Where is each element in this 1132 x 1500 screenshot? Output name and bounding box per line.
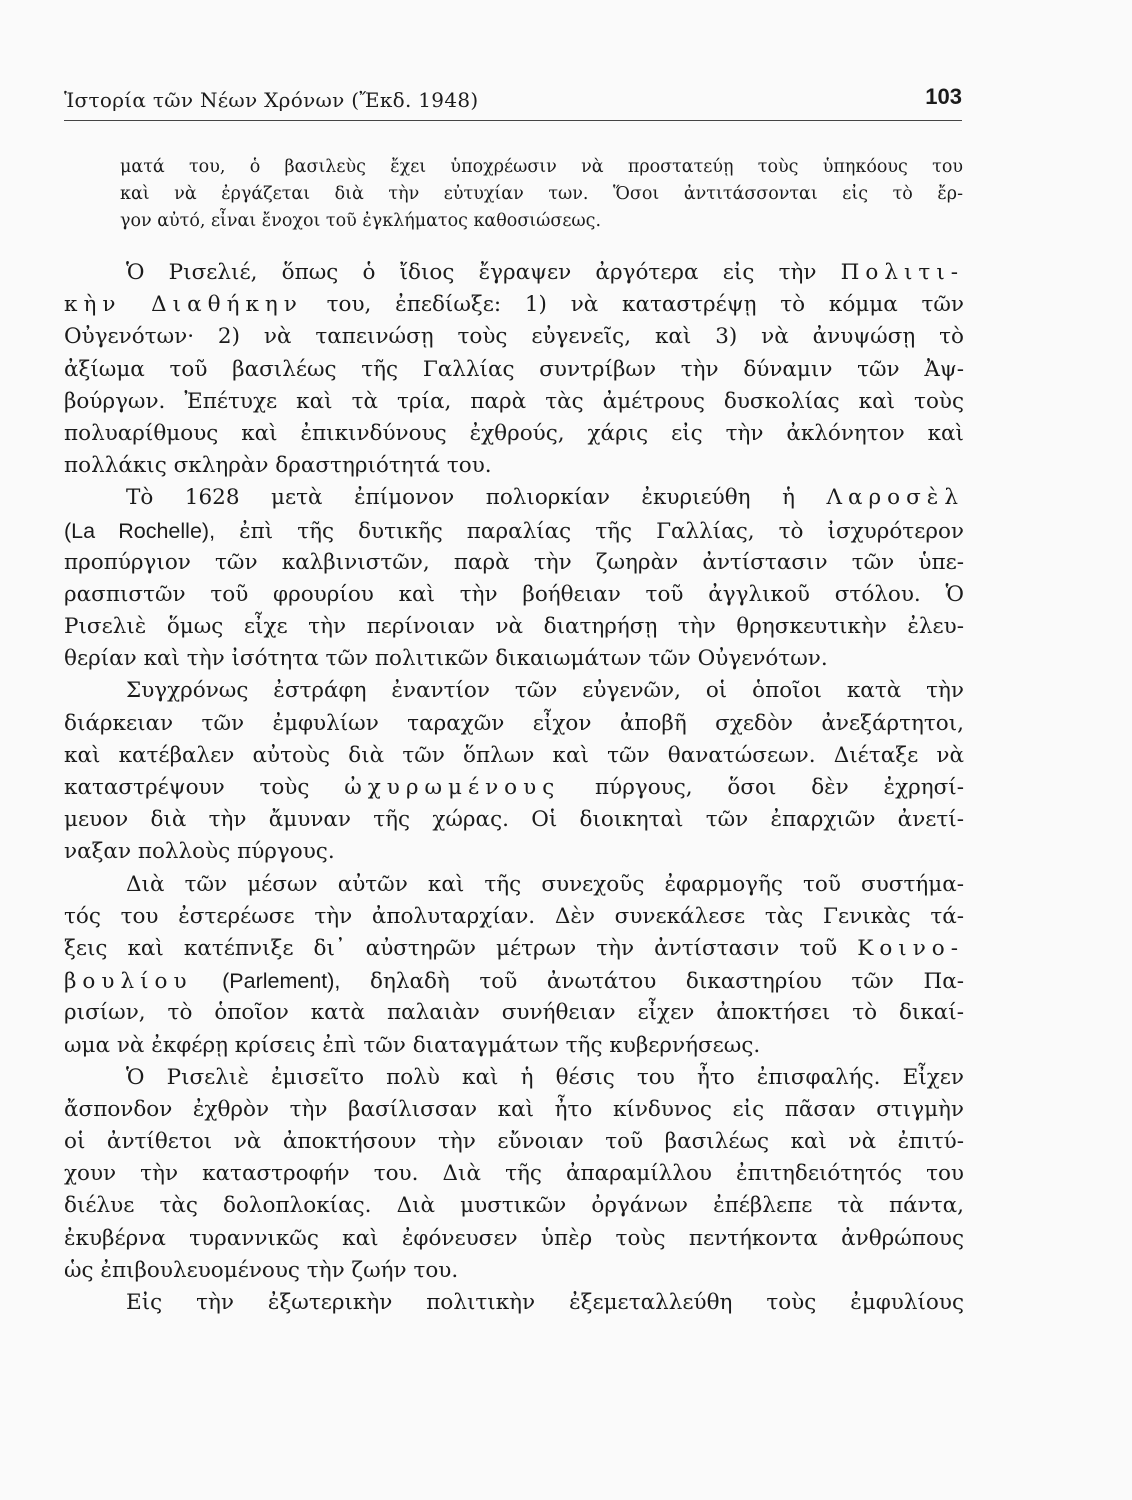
text-line: προπύργιον τῶν καλβινιστῶν, παρὰ τὴν ζωηρὰν ἀντίστασιν τῶν ὑπε- [64,549,964,575]
text-line [64,965,964,997]
text-line: καὶ νὰ ἐργάζεται διὰ τὴν εὐτυχίαν των. Ὅσοι ἀντιτάσσονται εἰς τὸ ἔρ- [120,184,963,204]
text-line [64,257,964,289]
spaced-emphasis: Κοινο- [857,935,964,961]
text-line: γον αὐτό, εἶναι ἔνοχοι τοῦ ἐγκλήματος καθοσιώσεως. [120,211,602,231]
paragraph-absolutism [64,869,964,1062]
text-line [64,482,964,514]
text-line: καὶ κατέβαλεν αὐτοὺς διὰ τῶν ὅπλων καὶ τῶν θανατώσεων. Διέταξε νὰ [64,742,964,768]
text-span: δηλαδὴ τοῦ ἀνωτάτου δικαστηρίου τῶν Πα- [370,969,964,995]
text-line: Εἰς τὴν ἐξωτερικὴν πολιτικὴν ἐξεμεταλλεύθη τοὺς ἐμφυλίους [126,1290,964,1315]
text-line: Οὐγενότων· 2) νὰ ταπεινώσῃ τοὺς εὐγενεῖς, καὶ 3) νὰ ἀνυψώσῃ τὸ [64,324,964,350]
text-line: βούργων. Ἐπέτυχε καὶ τὰ τρία, παρὰ τὰς ἀμέτρους δυσκολίας καὶ τοὺς [64,388,964,414]
paragraph-enemies [64,1062,964,1287]
text-span: ξεις καὶ κατέπνιξε δι᾿ αὐστηρῶν μέτρων τὴν ἀντίστασιν τοῦ [64,935,838,961]
spaced-emphasis: κὴν Διαθήκην [64,292,303,318]
text-line [64,515,964,547]
text-line: πολλάκις σκληρὰν δραστηριότητά του. [64,453,492,479]
text-line [64,289,964,321]
text-line: θερίαν καὶ τὴν ἰσότητα τῶν πολιτικῶν δικαιωμάτων τῶν Οὐγενότων. [64,646,828,672]
text-span: καταστρέψουν τοὺς [64,775,310,800]
paragraph-foreign-policy [64,1287,964,1319]
text-line: ἐκυβέρνα τυραννικῶς καὶ ἐφόνευσεν ὑπὲρ τοὺς πεντήκοντα ἀνθρώπους [64,1225,964,1251]
text-line: ματά του, ὁ βασιλεὺς ἔχει ὑποχρέωσιν νὰ προστατεύῃ τοὺς ὑπηκόους του [120,157,963,177]
text-line: ωμα νὰ ἐκφέρῃ κρίσεις ἐπὶ τῶν διαταγμάτων τῆς κυβερνήσεως. [64,1032,761,1058]
text-span: του, ἐπεδίωξε: 1) νὰ καταστρέψῃ τὸ κόμμα τῶν [326,292,964,318]
text-line: ἀξίωμα τοῦ βασιλέως τῆς Γαλλίας συντρίβων τὴν δύναμιν τῶν Ἀψ- [64,356,964,382]
text-span: πύργους, ὅσοι δὲν ἐχρησί- [595,775,964,800]
latin-term: (La Rochelle), [64,518,216,543]
text-line: ἄσπονδον ἐχθρὸν τὴν βασίλισσαν καὶ ἦτο κίνδυνος εἰς πᾶσαν στιγμὴν [64,1096,964,1122]
text-line: Ὁ Ρισελιὲ ἐμισεῖτο πολὺ καὶ ἡ θέσις του ἦτο ἐπισφαλής. Εἶχεν [126,1064,964,1090]
main-text [64,257,964,1319]
page-number: 103 [925,84,962,109]
text-line: χουν τὴν καταστροφήν του. Διὰ τῆς ἀπαραμίλλου ἐπιτηδειότητός του [64,1161,964,1187]
text-line: Συγχρόνως ἐστράφη ἐναντίον τῶν εὐγενῶν, οἱ ὁποῖοι κατὰ τὴν [126,678,964,704]
paragraph-richelieu-goals [64,257,964,482]
text-span: Τὸ 1628 μετὰ ἐπίμονον πολιορκίαν ἐκυριεύθη ἡ [126,485,795,511]
text-line: Ρισελιὲ ὅμως εἶχε τὴν περίνοιαν νὰ διατηρήσῃ τὴν θρησκευτικὴν ἐλευ- [64,614,964,640]
text-line: ρισίων, τὸ ὁποῖον κατὰ παλαιὰν συνήθειαν εἶχεν ἀποκτήσει τὸ δικαί- [64,1000,964,1026]
text-line: ὡς ἐπιβουλευομένους τὴν ζωήν του. [64,1257,459,1283]
text-line: ρασπιστῶν τοῦ φρουρίου καὶ τὴν βοήθειαν τοῦ ἀγγλικοῦ στόλου. Ὁ [64,581,964,607]
text-line [64,933,964,965]
text-line: πολυαρίθμους καὶ ἐπικινδύνους ἐχθρούς, χάρις εἰς τὴν ἀκλόνητον καὶ [64,420,964,446]
text-line: οἱ ἀντίθετοι νὰ ἀποκτήσουν τὴν εὔνοιαν τοῦ βασιλέως καὶ νὰ ἐπιτύ- [64,1129,964,1155]
text-line: διέλυε τὰς δολοπλοκίας. Διὰ μυστικῶν ὀργάνων ἐπέβλεπε τὰ πάντα, [64,1193,964,1219]
paragraph-nobles [64,675,964,868]
page-header [64,84,962,121]
spaced-emphasis: Πολιτι- [840,260,965,285]
text-line: διάρκειαν τῶν ἐμφυλίων ταραχῶν εἶχον ἀποβῆ σχεδὸν ἀνεξάρτητοι, [64,710,964,736]
text-line [64,772,964,804]
spaced-emphasis: ὠχυρωμένους [344,775,561,800]
continuation-paragraph [120,154,963,235]
text-line: μευον διὰ τὴν ἄμυναν τῆς χώρας. Οἱ διοικηταὶ τῶν ἐπαρχιῶν ἀνετί- [64,807,964,833]
text-span: Ὁ Ρισελιέ, ὅπως ὁ ἴδιος ἔγραψεν ἀργότερα εἰς τὴν [126,260,817,285]
text-line: τός του ἐστερέωσε τὴν ἀπολυταρχίαν. Δὲν συνεκάλεσε τὰς Γενικὰς τά- [64,903,964,929]
spaced-emphasis: βουλίου [64,969,193,995]
text-line: Διὰ τῶν μέσων αὐτῶν καὶ τῆς συνεχοῦς ἐφαρμογῆς τοῦ συστήμα- [126,871,964,897]
spaced-emphasis: Λαροσὲλ [826,485,964,511]
text-line: ναξαν πολλοὺς πύργους. [64,839,335,865]
latin-term: (Parlement), [222,969,341,994]
text-span: ἐπὶ τῆς δυτικῆς παραλίας τῆς Γαλλίας, τὸ ἰσχυρότερον [239,518,964,544]
running-title: Ἱστορία τῶν Νέων Χρόνων (Ἔκδ. 1948) [64,88,479,112]
paragraph-la-rochelle [64,482,964,675]
